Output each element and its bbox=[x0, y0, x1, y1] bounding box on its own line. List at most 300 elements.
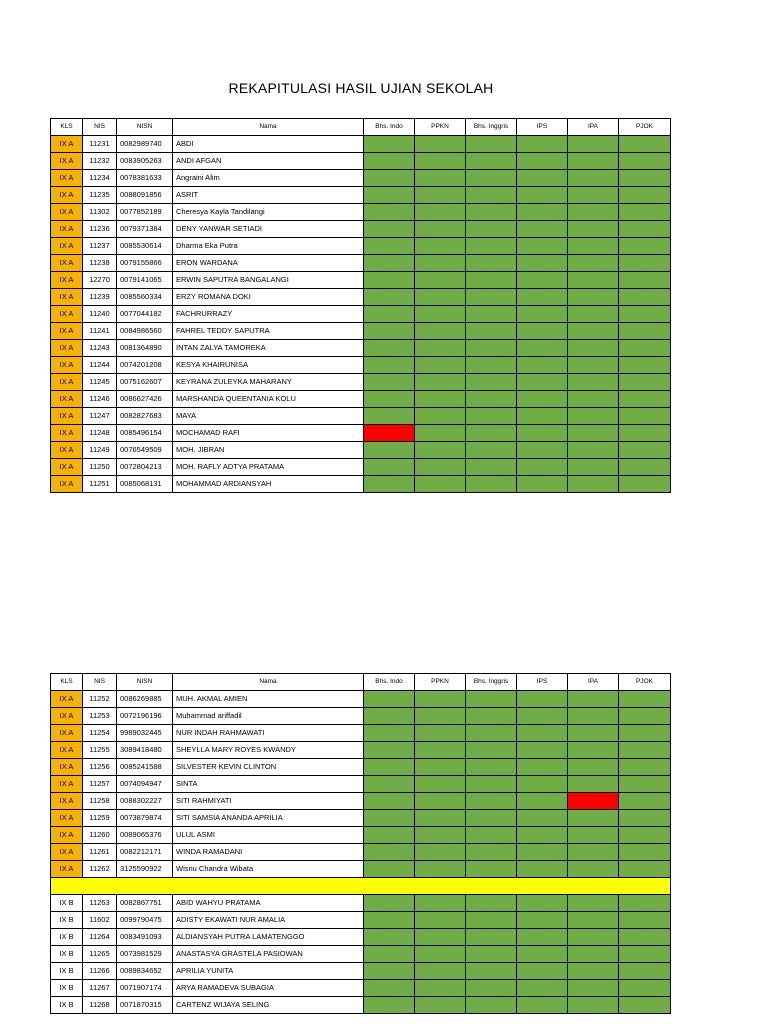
score-cell bbox=[364, 204, 415, 221]
cell-nis: 11252 bbox=[83, 691, 117, 708]
cell-nisn: 3125590922 bbox=[117, 861, 173, 878]
score-cell bbox=[466, 742, 517, 759]
score-cell bbox=[619, 691, 671, 708]
score-cell bbox=[466, 374, 517, 391]
score-cell bbox=[466, 170, 517, 187]
cell-nis: 11248 bbox=[83, 425, 117, 442]
cell-nisn: 0089065376 bbox=[117, 827, 173, 844]
score-cell bbox=[619, 793, 671, 810]
cell-kls: IX B bbox=[51, 895, 83, 912]
cell-nis: 11245 bbox=[83, 374, 117, 391]
score-cell bbox=[466, 476, 517, 493]
cell-kls: IX A bbox=[51, 221, 83, 238]
cell-nisn: 0083491093 bbox=[117, 929, 173, 946]
score-cell bbox=[466, 272, 517, 289]
score-cell bbox=[415, 408, 466, 425]
score-cell bbox=[619, 357, 671, 374]
score-cell bbox=[517, 391, 568, 408]
column-header: PJOK bbox=[619, 674, 671, 691]
cell-nisn: 0071907174 bbox=[117, 980, 173, 997]
score-cell bbox=[517, 963, 568, 980]
cell-nis: 11231 bbox=[83, 136, 117, 153]
table-row bbox=[51, 997, 671, 1014]
cell-nis: 11249 bbox=[83, 442, 117, 459]
score-cell bbox=[364, 323, 415, 340]
column-header: KLS bbox=[51, 119, 83, 136]
score-cell bbox=[466, 844, 517, 861]
score-cell bbox=[568, 776, 619, 793]
score-cell bbox=[568, 323, 619, 340]
score-cell bbox=[364, 255, 415, 272]
cell-kls: IX A bbox=[51, 187, 83, 204]
score-cell bbox=[415, 997, 466, 1014]
cell-kls: IX B bbox=[51, 963, 83, 980]
cell-nis: 11251 bbox=[83, 476, 117, 493]
table-row bbox=[51, 793, 671, 810]
cell-nama: ABID WAHYU PRATAMA bbox=[173, 895, 364, 912]
cell-nis: 11232 bbox=[83, 153, 117, 170]
score-cell bbox=[568, 759, 619, 776]
score-cell bbox=[415, 289, 466, 306]
score-cell bbox=[415, 793, 466, 810]
cell-nama: CARTENZ WIJAYA SELING bbox=[173, 997, 364, 1014]
score-cell bbox=[415, 963, 466, 980]
score-cell bbox=[466, 776, 517, 793]
column-header: PJOK bbox=[619, 119, 671, 136]
score-table-1 bbox=[50, 118, 671, 493]
score-cell bbox=[466, 442, 517, 459]
table-row bbox=[51, 827, 671, 844]
cell-nisn: 0077044182 bbox=[117, 306, 173, 323]
column-header: PPKN bbox=[415, 119, 466, 136]
cell-nama: MUH. AKMAL AMIEN bbox=[173, 691, 364, 708]
score-cell bbox=[619, 980, 671, 997]
table-row bbox=[51, 408, 671, 425]
score-cell bbox=[364, 946, 415, 963]
score-cell bbox=[517, 323, 568, 340]
cell-nama: MOHAMMAD ARDIANSYAH bbox=[173, 476, 364, 493]
score-cell bbox=[466, 221, 517, 238]
cell-nisn: 0074201208 bbox=[117, 357, 173, 374]
score-cell bbox=[466, 408, 517, 425]
score-cell bbox=[568, 170, 619, 187]
score-cell bbox=[364, 238, 415, 255]
score-cell bbox=[364, 963, 415, 980]
score-cell bbox=[517, 476, 568, 493]
score-cell bbox=[415, 912, 466, 929]
cell-nisn: 0083905263 bbox=[117, 153, 173, 170]
cell-nama: DENY YANWAR SETIADI bbox=[173, 221, 364, 238]
cell-kls: IX A bbox=[51, 153, 83, 170]
cell-nisn: 0085068131 bbox=[117, 476, 173, 493]
cell-nisn: 0084986560 bbox=[117, 323, 173, 340]
score-cell bbox=[619, 340, 671, 357]
cell-nama: ASRIT bbox=[173, 187, 364, 204]
score-cell bbox=[466, 306, 517, 323]
score-cell bbox=[517, 425, 568, 442]
score-cell bbox=[466, 391, 517, 408]
score-cell bbox=[568, 691, 619, 708]
score-cell bbox=[517, 929, 568, 946]
score-cell bbox=[415, 708, 466, 725]
cell-nama: SILVESTER KEVIN CLINTON bbox=[173, 759, 364, 776]
score-cell bbox=[415, 459, 466, 476]
cell-kls: IX A bbox=[51, 323, 83, 340]
score-cell bbox=[517, 895, 568, 912]
score-cell bbox=[466, 963, 517, 980]
table-row bbox=[51, 153, 671, 170]
cell-nisn: 0079371384 bbox=[117, 221, 173, 238]
score-cell bbox=[415, 827, 466, 844]
score-cell bbox=[466, 997, 517, 1014]
score-cell bbox=[517, 170, 568, 187]
score-cell bbox=[466, 238, 517, 255]
score-cell bbox=[517, 204, 568, 221]
score-cell bbox=[466, 153, 517, 170]
score-cell bbox=[415, 759, 466, 776]
cell-nisn: 0088091856 bbox=[117, 187, 173, 204]
cell-kls: IX A bbox=[51, 170, 83, 187]
score-cell bbox=[466, 810, 517, 827]
cell-nama: ERWIN SAPUTRA BANGALANGI bbox=[173, 272, 364, 289]
column-header: NIS bbox=[83, 119, 117, 136]
cell-nis: 11243 bbox=[83, 340, 117, 357]
score-cell bbox=[364, 340, 415, 357]
score-cell bbox=[364, 759, 415, 776]
score-cell bbox=[364, 221, 415, 238]
score-cell bbox=[619, 725, 671, 742]
cell-nisn: 0089834652 bbox=[117, 963, 173, 980]
score-cell bbox=[619, 289, 671, 306]
score-cell bbox=[466, 289, 517, 306]
score-cell bbox=[568, 946, 619, 963]
cell-nis: 11238 bbox=[83, 255, 117, 272]
score-cell bbox=[517, 691, 568, 708]
score-cell bbox=[619, 374, 671, 391]
score-cell bbox=[619, 776, 671, 793]
score-cell bbox=[415, 691, 466, 708]
cell-nis: 11265 bbox=[83, 946, 117, 963]
table-row bbox=[51, 742, 671, 759]
score-cell bbox=[568, 793, 619, 810]
score-cell bbox=[517, 793, 568, 810]
cell-nisn: 0079155866 bbox=[117, 255, 173, 272]
score-cell bbox=[568, 742, 619, 759]
score-cell bbox=[415, 861, 466, 878]
cell-nisn: 0073981529 bbox=[117, 946, 173, 963]
cell-kls: IX A bbox=[51, 759, 83, 776]
score-cell bbox=[364, 442, 415, 459]
cell-nama: FACHRURRAZY bbox=[173, 306, 364, 323]
score-cell bbox=[364, 725, 415, 742]
score-cell bbox=[619, 912, 671, 929]
score-cell bbox=[568, 391, 619, 408]
table-header-row bbox=[51, 674, 671, 691]
score-cell bbox=[466, 793, 517, 810]
score-cell bbox=[364, 691, 415, 708]
column-header: KLS bbox=[51, 674, 83, 691]
cell-kls: IX B bbox=[51, 946, 83, 963]
score-cell bbox=[619, 323, 671, 340]
score-cell bbox=[466, 459, 517, 476]
score-cell bbox=[517, 827, 568, 844]
score-cell bbox=[466, 725, 517, 742]
score-cell bbox=[364, 272, 415, 289]
table-row bbox=[51, 323, 671, 340]
score-cell bbox=[568, 476, 619, 493]
cell-nisn: 0078381633 bbox=[117, 170, 173, 187]
cell-nisn: 0082989740 bbox=[117, 136, 173, 153]
cell-nama: WINDA RAMADANI bbox=[173, 844, 364, 861]
cell-nisn: 0085241588 bbox=[117, 759, 173, 776]
cell-nama: ERON WARDANA bbox=[173, 255, 364, 272]
cell-kls: IX A bbox=[51, 691, 83, 708]
score-cell bbox=[415, 776, 466, 793]
score-cell bbox=[364, 425, 415, 442]
score-cell bbox=[466, 759, 517, 776]
score-cell bbox=[364, 476, 415, 493]
score-cell bbox=[415, 340, 466, 357]
cell-nisn: 0085496154 bbox=[117, 425, 173, 442]
cell-nisn: 0085560334 bbox=[117, 289, 173, 306]
column-header: IPA bbox=[568, 119, 619, 136]
cell-nama: Muhammad ariffadil bbox=[173, 708, 364, 725]
score-cell bbox=[517, 340, 568, 357]
cell-nisn: 0077852189 bbox=[117, 204, 173, 221]
score-cell bbox=[568, 306, 619, 323]
cell-nis: 11255 bbox=[83, 742, 117, 759]
cell-nisn: 0085530614 bbox=[117, 238, 173, 255]
score-cell bbox=[517, 776, 568, 793]
separator-row bbox=[51, 878, 671, 895]
cell-kls: IX A bbox=[51, 391, 83, 408]
cell-kls: IX A bbox=[51, 793, 83, 810]
score-cell bbox=[415, 255, 466, 272]
score-cell bbox=[517, 725, 568, 742]
cell-nama: Cheresya Kayla Tandilangi bbox=[173, 204, 364, 221]
score-cell bbox=[517, 221, 568, 238]
score-cell bbox=[415, 946, 466, 963]
table-row bbox=[51, 289, 671, 306]
cell-nisn: 3089418480 bbox=[117, 742, 173, 759]
cell-nis: 11235 bbox=[83, 187, 117, 204]
cell-nama: SITI SAMSIA ANANDA APRILIA bbox=[173, 810, 364, 827]
score-cell bbox=[415, 136, 466, 153]
score-cell bbox=[568, 255, 619, 272]
cell-kls: IX A bbox=[51, 340, 83, 357]
column-header: NIS bbox=[83, 674, 117, 691]
cell-nisn: 9989032445 bbox=[117, 725, 173, 742]
score-cell bbox=[568, 708, 619, 725]
score-cell bbox=[568, 929, 619, 946]
table-row bbox=[51, 861, 671, 878]
cell-nis: 11261 bbox=[83, 844, 117, 861]
score-cell bbox=[466, 946, 517, 963]
score-cell bbox=[364, 742, 415, 759]
score-cell bbox=[466, 827, 517, 844]
score-cell bbox=[568, 963, 619, 980]
score-cell bbox=[517, 912, 568, 929]
score-cell bbox=[568, 272, 619, 289]
score-cell bbox=[517, 153, 568, 170]
column-header: PPKN bbox=[415, 674, 466, 691]
cell-nama: KEYRANA ZULEYKA MAHARANY bbox=[173, 374, 364, 391]
score-cell bbox=[415, 980, 466, 997]
table-row bbox=[51, 425, 671, 442]
column-header: IPS bbox=[517, 119, 568, 136]
score-cell bbox=[364, 980, 415, 997]
cell-nis: 11244 bbox=[83, 357, 117, 374]
score-cell bbox=[364, 306, 415, 323]
score-cell bbox=[619, 306, 671, 323]
cell-nis: 11237 bbox=[83, 238, 117, 255]
cell-nama: SITI RAHMIYATI bbox=[173, 793, 364, 810]
cell-nama: MARSHANDA QUEENTANIA KOLU bbox=[173, 391, 364, 408]
cell-nis: 11253 bbox=[83, 708, 117, 725]
score-cell bbox=[364, 861, 415, 878]
cell-kls: IX A bbox=[51, 776, 83, 793]
score-cell bbox=[415, 929, 466, 946]
cell-kls: IX B bbox=[51, 980, 83, 997]
cell-nisn: 0072804213 bbox=[117, 459, 173, 476]
score-cell bbox=[517, 810, 568, 827]
score-cell bbox=[619, 476, 671, 493]
cell-nisn: 0086627426 bbox=[117, 391, 173, 408]
cell-kls: IX A bbox=[51, 255, 83, 272]
cell-kls: IX A bbox=[51, 476, 83, 493]
table-row bbox=[51, 776, 671, 793]
score-cell bbox=[364, 708, 415, 725]
cell-nisn: 0074094947 bbox=[117, 776, 173, 793]
score-cell bbox=[619, 153, 671, 170]
score-cell bbox=[619, 946, 671, 963]
cell-nama: KESYA KHAIRUNISA bbox=[173, 357, 364, 374]
score-cell bbox=[364, 153, 415, 170]
score-cell bbox=[415, 204, 466, 221]
score-cell bbox=[415, 374, 466, 391]
cell-kls: IX A bbox=[51, 289, 83, 306]
cell-nis: 11262 bbox=[83, 861, 117, 878]
score-cell bbox=[568, 980, 619, 997]
score-cell bbox=[568, 425, 619, 442]
cell-nisn: 0076549509 bbox=[117, 442, 173, 459]
score-cell bbox=[517, 187, 568, 204]
cell-nis: 12270 bbox=[83, 272, 117, 289]
score-cell bbox=[415, 476, 466, 493]
score-cell bbox=[364, 408, 415, 425]
score-cell bbox=[568, 221, 619, 238]
cell-nis: 11246 bbox=[83, 391, 117, 408]
score-cell bbox=[517, 861, 568, 878]
score-cell bbox=[619, 136, 671, 153]
cell-kls: IX A bbox=[51, 408, 83, 425]
cell-nis: 11247 bbox=[83, 408, 117, 425]
table-row bbox=[51, 306, 671, 323]
score-cell bbox=[466, 708, 517, 725]
score-cell bbox=[517, 374, 568, 391]
score-cell bbox=[619, 742, 671, 759]
score-cell bbox=[568, 827, 619, 844]
score-cell bbox=[568, 844, 619, 861]
cell-kls: IX A bbox=[51, 272, 83, 289]
cell-kls: IX A bbox=[51, 136, 83, 153]
score-cell bbox=[517, 238, 568, 255]
cell-kls: IX A bbox=[51, 357, 83, 374]
score-cell bbox=[415, 425, 466, 442]
table-row bbox=[51, 391, 671, 408]
page-title: REKAPITULASI HASIL UJIAN SEKOLAH bbox=[228, 80, 494, 96]
cell-nis: 11602 bbox=[83, 912, 117, 929]
table-row bbox=[51, 459, 671, 476]
score-cell bbox=[619, 425, 671, 442]
score-cell bbox=[415, 725, 466, 742]
cell-kls: IX A bbox=[51, 861, 83, 878]
cell-nama: APRILIA YUNITA bbox=[173, 963, 364, 980]
table-row bbox=[51, 187, 671, 204]
cell-nis: 11266 bbox=[83, 963, 117, 980]
score-cell bbox=[517, 997, 568, 1014]
score-cell bbox=[466, 204, 517, 221]
table-row bbox=[51, 963, 671, 980]
score-cell bbox=[619, 895, 671, 912]
cell-nama: ARYA RAMADEVA SUBAGIA bbox=[173, 980, 364, 997]
cell-nis: 11263 bbox=[83, 895, 117, 912]
score-cell bbox=[517, 408, 568, 425]
table-header-row bbox=[51, 119, 671, 136]
cell-kls: IX B bbox=[51, 929, 83, 946]
score-cell bbox=[568, 187, 619, 204]
score-cell bbox=[619, 963, 671, 980]
score-cell bbox=[568, 374, 619, 391]
table-row bbox=[51, 272, 671, 289]
score-cell bbox=[466, 980, 517, 997]
table-row bbox=[51, 136, 671, 153]
score-cell bbox=[466, 340, 517, 357]
score-cell bbox=[568, 340, 619, 357]
cell-kls: IX B bbox=[51, 997, 83, 1014]
score-cell bbox=[517, 708, 568, 725]
score-cell bbox=[568, 895, 619, 912]
cell-nis: 11267 bbox=[83, 980, 117, 997]
cell-nama: SHEYLLA MARY ROYES KWANDY bbox=[173, 742, 364, 759]
score-cell bbox=[364, 827, 415, 844]
column-header: Bhs. Indo bbox=[364, 119, 415, 136]
score-cell bbox=[364, 357, 415, 374]
cell-nisn: 0082212171 bbox=[117, 844, 173, 861]
score-cell bbox=[415, 357, 466, 374]
score-cell bbox=[364, 459, 415, 476]
cell-kls: IX A bbox=[51, 827, 83, 844]
cell-nis: 11234 bbox=[83, 170, 117, 187]
cell-nisn: 0071870315 bbox=[117, 997, 173, 1014]
cell-nisn: 0082827683 bbox=[117, 408, 173, 425]
cell-nama: ULUL ASMI bbox=[173, 827, 364, 844]
score-cell bbox=[568, 238, 619, 255]
cell-nis: 11268 bbox=[83, 997, 117, 1014]
column-header: Nama bbox=[173, 674, 364, 691]
cell-nama: NUR INDAH RAHMAWATI bbox=[173, 725, 364, 742]
score-cell bbox=[568, 136, 619, 153]
cell-nisn: 0088302227 bbox=[117, 793, 173, 810]
cell-nama: MOH. RAFLY ADTYA PRATAMA bbox=[173, 459, 364, 476]
score-cell bbox=[619, 204, 671, 221]
cell-nama: ERZY ROMANA DOKI bbox=[173, 289, 364, 306]
cell-nis: 11257 bbox=[83, 776, 117, 793]
column-header: IPA bbox=[568, 674, 619, 691]
score-cell bbox=[364, 895, 415, 912]
table-row bbox=[51, 980, 671, 997]
score-cell bbox=[568, 204, 619, 221]
